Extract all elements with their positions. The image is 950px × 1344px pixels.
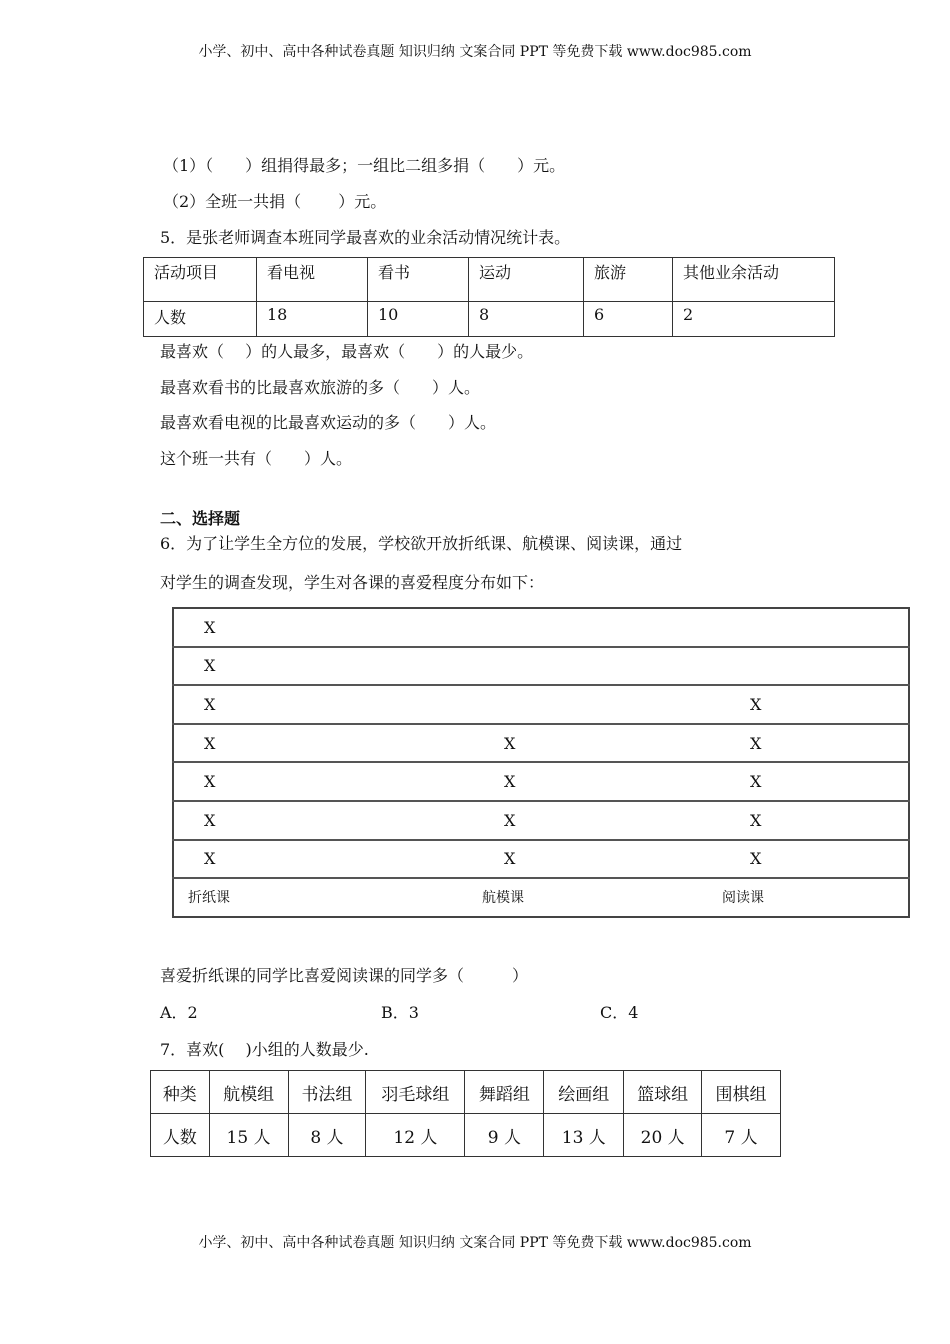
table-cell: 12 人 <box>366 1114 465 1157</box>
course-label: 阅读课 <box>722 890 764 907</box>
chart-row <box>173 608 909 647</box>
page-header: 小学、初中、高中各种试卷真题 知识归纳 文案合同 PPT 等免费下载 www.doc985.com <box>198 44 752 60</box>
table-cell: 6 <box>584 302 673 337</box>
x-mark: X <box>204 849 216 869</box>
q5-line: 最喜欢看电视的比最喜欢运动的多（ ）人。 <box>160 413 497 432</box>
page-footer: 小学、初中、高中各种试卷真题 知识归纳 文案合同 PPT 等免费下载 www.doc985.com <box>198 1235 752 1251</box>
chart-cell <box>173 608 454 647</box>
q4-sub1: （1）（ ）组捐得最多；一组比二组多捐（ ）元。 <box>163 156 566 175</box>
chart-cell <box>454 801 702 840</box>
x-mark: X <box>750 810 762 830</box>
x-mark: X <box>204 733 216 753</box>
x-mark: X <box>204 810 216 830</box>
x-mark: X <box>504 772 516 792</box>
table-cell: 20 人 <box>624 1114 702 1157</box>
chart-row <box>173 840 909 879</box>
table-cell: 人数 <box>144 302 257 337</box>
chart-cell <box>454 647 702 686</box>
table-cell: 看书 <box>368 258 469 302</box>
chart-cell <box>173 801 454 840</box>
q6-title-line2: 对学生的调查发现，学生对各课的喜爱程度分布如下： <box>160 573 545 592</box>
q5-title: 5．是张老师调查本班同学最喜欢的业余活动情况统计表。 <box>160 228 571 247</box>
x-mark: X <box>204 694 216 714</box>
course-label: 航模课 <box>482 890 524 907</box>
table-cell: 舞蹈组 <box>465 1071 544 1114</box>
chart-cell <box>173 647 454 686</box>
course-preference-chart <box>172 607 910 918</box>
x-mark: X <box>504 733 516 753</box>
section-heading: 二、选择题 <box>160 509 241 528</box>
x-mark: X <box>204 656 216 676</box>
chart-cell <box>454 608 702 647</box>
table-cell: 运动 <box>469 258 584 302</box>
q7-title: 7．喜欢( )小组的人数最少. <box>160 1040 369 1059</box>
x-mark: X <box>504 849 516 869</box>
table-cell: 2 <box>673 302 835 337</box>
chart-cell <box>173 685 454 724</box>
chart-cell <box>702 724 909 763</box>
table-header-row <box>151 1071 781 1114</box>
table-cell: 8 <box>469 302 584 337</box>
chart-cell <box>702 608 909 647</box>
x-mark: X <box>750 694 762 714</box>
x-mark: X <box>504 810 516 830</box>
table-cell: 航模组 <box>209 1071 288 1114</box>
chart-row <box>173 762 909 801</box>
q5-line: 最喜欢看书的比最喜欢旅游的多（ ）人。 <box>160 378 481 397</box>
option-b[interactable]: B．3 <box>381 1003 419 1022</box>
chart-cell <box>702 762 909 801</box>
course-label: 折纸课 <box>188 890 230 907</box>
table-cell: 书法组 <box>288 1071 366 1114</box>
option-a[interactable]: A．2 <box>160 1003 198 1022</box>
table-row <box>151 1114 781 1157</box>
chart-label-row <box>173 878 909 917</box>
x-mark: X <box>204 617 216 637</box>
table-row <box>144 302 835 337</box>
table-cell: 旅游 <box>584 258 673 302</box>
table-cell: 篮球组 <box>624 1071 702 1114</box>
q5-line: 最喜欢（ ）的人最多，最喜欢（ ）的人最少。 <box>160 342 534 361</box>
table-cell: 13 人 <box>544 1114 624 1157</box>
q5-line: 这个班一共有（ ）人。 <box>160 449 353 468</box>
x-mark: X <box>204 772 216 792</box>
chart-cell <box>702 801 909 840</box>
chart-cell <box>173 762 454 801</box>
option-c[interactable]: C．4 <box>600 1003 639 1022</box>
x-mark: X <box>750 733 762 753</box>
chart-row <box>173 685 909 724</box>
chart-cell <box>454 762 702 801</box>
table-cell: 人数 <box>151 1114 210 1157</box>
table-cell: 其他业余活动 <box>673 258 835 302</box>
q4-sub2: （2）全班一共捐（ ）元。 <box>163 192 387 211</box>
table-cell: 10 <box>368 302 469 337</box>
table-cell: 18 <box>257 302 368 337</box>
chart-cell <box>173 840 454 879</box>
table-cell: 围棋组 <box>702 1071 781 1114</box>
chart-row <box>173 724 909 763</box>
table-cell: 看电视 <box>257 258 368 302</box>
chart-cell <box>702 840 909 879</box>
table-cell: 9 人 <box>465 1114 544 1157</box>
table-cell: 绘画组 <box>544 1071 624 1114</box>
chart-row <box>173 647 909 686</box>
table-header-row <box>144 258 835 302</box>
chart-cell <box>454 840 702 879</box>
chart-row <box>173 801 909 840</box>
table-cell: 羽毛球组 <box>366 1071 465 1114</box>
q6-title-line1: 6．为了让学生全方位的发展，学校欲开放折纸课、航模课、阅读课，通过 <box>160 534 683 553</box>
table-cell: 8 人 <box>288 1114 366 1157</box>
chart-cell <box>702 647 909 686</box>
table-cell: 15 人 <box>209 1114 288 1157</box>
table-cell: 活动项目 <box>144 258 257 302</box>
table-cell: 7 人 <box>702 1114 781 1157</box>
table-cell: 种类 <box>151 1071 210 1114</box>
group-table <box>150 1070 781 1157</box>
chart-cell <box>454 724 702 763</box>
x-mark: X <box>750 849 762 869</box>
activity-table <box>143 257 835 337</box>
chart-cell <box>702 685 909 724</box>
q6-question: 喜爱折纸课的同学比喜爱阅读课的同学多（ ） <box>160 966 529 985</box>
x-mark: X <box>750 772 762 792</box>
chart-cell <box>454 685 702 724</box>
chart-cell <box>173 724 454 763</box>
